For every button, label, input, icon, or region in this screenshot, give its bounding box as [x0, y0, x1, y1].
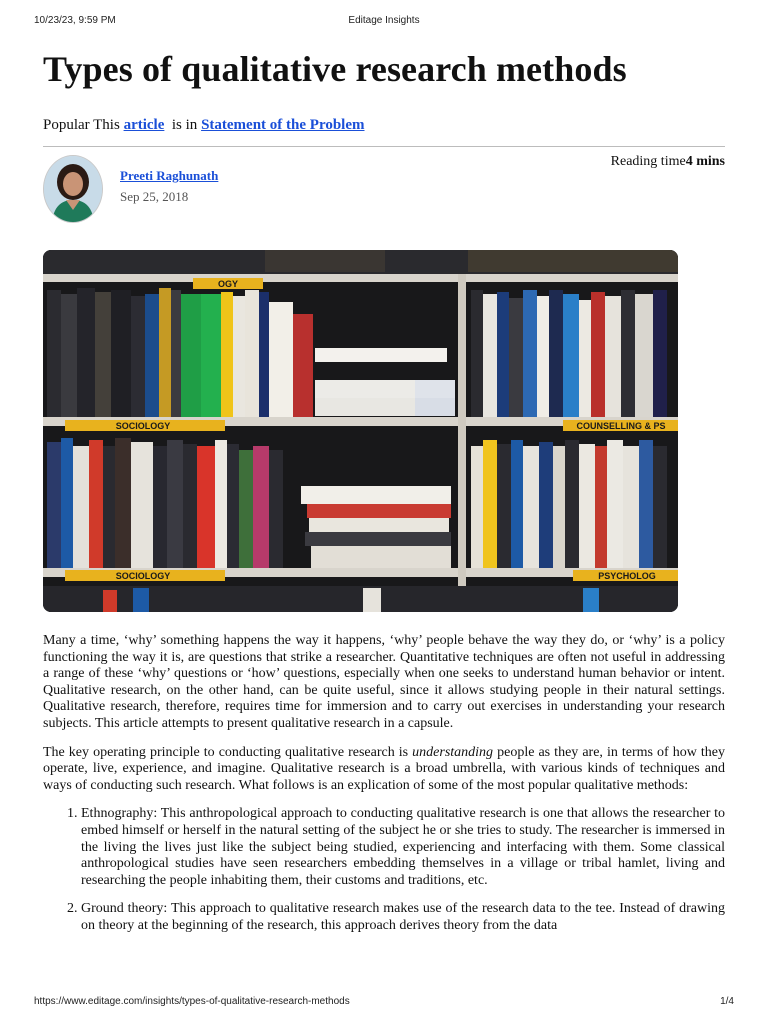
print-timestamp: 10/23/23, 9:59 PM [34, 15, 116, 26]
body-paragraph-1: Many a time, ‘why’ something happens the way it happens, ‘why’ people behave the way they do, or ‘why’ is a policy functioning the way it is, are questions that strike a researcher. Quantitative techniques are often not useful in addressing a range of these ‘why’ questions or ‘how’ questions, especially when one seeks to understand human behavior or intent. Qualitative research, on the other hand, can be quite useful, since it allows studying people in their natural settings. Qualitative research, therefore, requires time for immersion and to carry out exercises in understanding your research subjects. This article attempts to present qualitative research in a capsule. [43, 633, 725, 731]
print-header [34, 15, 734, 29]
popular-prefix: Popular This [43, 117, 120, 133]
books-row-2-right [471, 440, 667, 568]
p2-before: The key operating principle to conducting qualitative research is [43, 744, 413, 760]
author-name-wrap [120, 168, 218, 184]
page-number: 1/4 [720, 996, 734, 1007]
p2-emphasis: understanding [412, 744, 494, 760]
reading-time [611, 154, 725, 170]
p2-after: people as they are, in terms of how they operate, live, experience, and imagine. Qualitative research is a broad umbrella, with various kinds of techniques and ways of conducting such research. What follows is an explication of some of the most popular qualitative methods: [43, 744, 726, 793]
list-item: 1. Ethnography: This anthropological approach to conducting qualitative research is one that allows the researcher to embed himself or herself in the natural setting of the subject he or she tries to study. The researcher is immersed in the living the lives just like the subject being studied, experiencing and interfacing with them. Some classical anthropological studies have seen researchers embedding themselves in a village or tribal hamlet, living and researching the people inhabiting them, their customs and traditions, etc. [81, 806, 725, 889]
print-footer [34, 996, 734, 1010]
article-body [43, 633, 725, 947]
shelf-label-top [193, 278, 263, 289]
shelf-label-top-right-text: COUNSELLING & PS [576, 421, 666, 431]
books-row-1-right [471, 290, 667, 417]
shelf-board-1 [43, 274, 678, 282]
shelf-divider [458, 274, 466, 612]
byline [43, 147, 725, 241]
reading-time-label: Reading time [610, 154, 686, 169]
shelf-label-bottom-right-text: PSYCHOLOG [598, 571, 656, 581]
shelf-label-top-text: OGY [217, 279, 239, 289]
shelf-label-mid-left [65, 420, 225, 431]
author-link[interactable]: Preeti Raghunath [120, 168, 219, 183]
shelf-label-bottom-left [65, 570, 225, 581]
article-content [43, 46, 726, 933]
popular-mid: is in [171, 117, 198, 133]
popular-article-link[interactable]: article [123, 117, 165, 133]
popular-line [43, 116, 725, 134]
shelf-label-bottom-right [573, 570, 678, 581]
reading-time-value: 4 mins [685, 154, 725, 169]
shelf-label-mid-left-text: SOCIOLOGY [115, 421, 171, 431]
body-paragraph-2 [43, 745, 725, 795]
publish-date: Sep 25, 2018 [120, 189, 189, 204]
shelf-label-top-right [563, 420, 678, 431]
print-url: https://www.editage.com/insights/types-of-qualitative-research-methods [34, 996, 350, 1007]
bookshelf-photo [43, 250, 678, 612]
category-link[interactable]: Statement of the Problem [201, 117, 365, 133]
hero-image [43, 250, 678, 612]
books-top-row [43, 250, 678, 274]
methods-list [43, 806, 725, 934]
list-item: 2. Ground theory: This approach to qualitative research makes use of the research data to the tee. Instead of drawing on theory at the beginning of the research, this approach derives theory from the data [81, 901, 725, 934]
shelf-label-bottom-left-text: SOCIOLOGY [115, 571, 171, 581]
author-avatar[interactable] [43, 155, 103, 223]
article-title: Types of qualitative research methods [43, 49, 627, 89]
books-row-3 [43, 586, 678, 612]
print-site-name: Editage Insights [348, 15, 420, 26]
author-avatar-image [44, 156, 102, 222]
